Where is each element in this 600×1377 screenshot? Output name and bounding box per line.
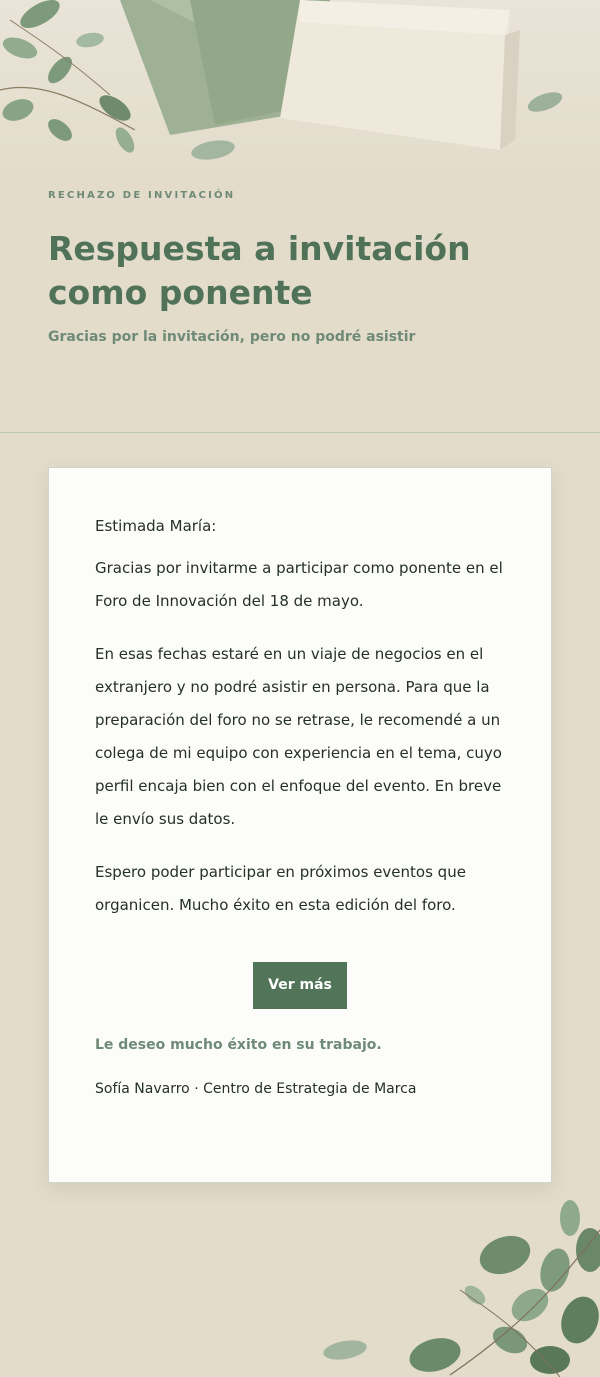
letter-signature: Sofía Navarro · Centro de Estrategia de Marca [95, 1081, 417, 1097]
cta-container [95, 962, 505, 1009]
ver-mas-button[interactable]: Ver más [253, 962, 347, 1009]
page-title: Respuesta a invitación como ponente [48, 229, 471, 312]
letter-paragraph: En esas fechas estaré en un viaje de negocios en el extranjero y no podré asistir en persona. Para que la preparación del foro no se retrase, le recomendé a un colega de mi equipo con experiencia en el tema, cuyo perfil encaja bien con el enfoque del evento. En breve le envío sus datos. [95, 645, 502, 828]
hero-envelopes-illustration [0, 0, 600, 180]
email-header [48, 190, 568, 345]
letter-closing: Le deseo mucho éxito en su trabajo. [95, 1037, 382, 1053]
letter-card [48, 467, 552, 1183]
page-subtitle: Gracias por la invitación, pero no podré asistir [48, 329, 416, 345]
header-divider [0, 432, 600, 433]
letter-paragraph: Gracias por invitarme a participar como ponente en el Foro de Innovación del 18 de mayo. [95, 559, 503, 610]
eyebrow-label: RECHAZO DE INVITACIÓN [48, 190, 236, 201]
letter-paragraph: Espero poder participar en próximos eventos que organicen. Mucho éxito en esta edición del foro. [95, 863, 466, 914]
letter-greeting: Estimada María: [95, 517, 217, 535]
footer-leaves-illustration [300, 1190, 600, 1377]
